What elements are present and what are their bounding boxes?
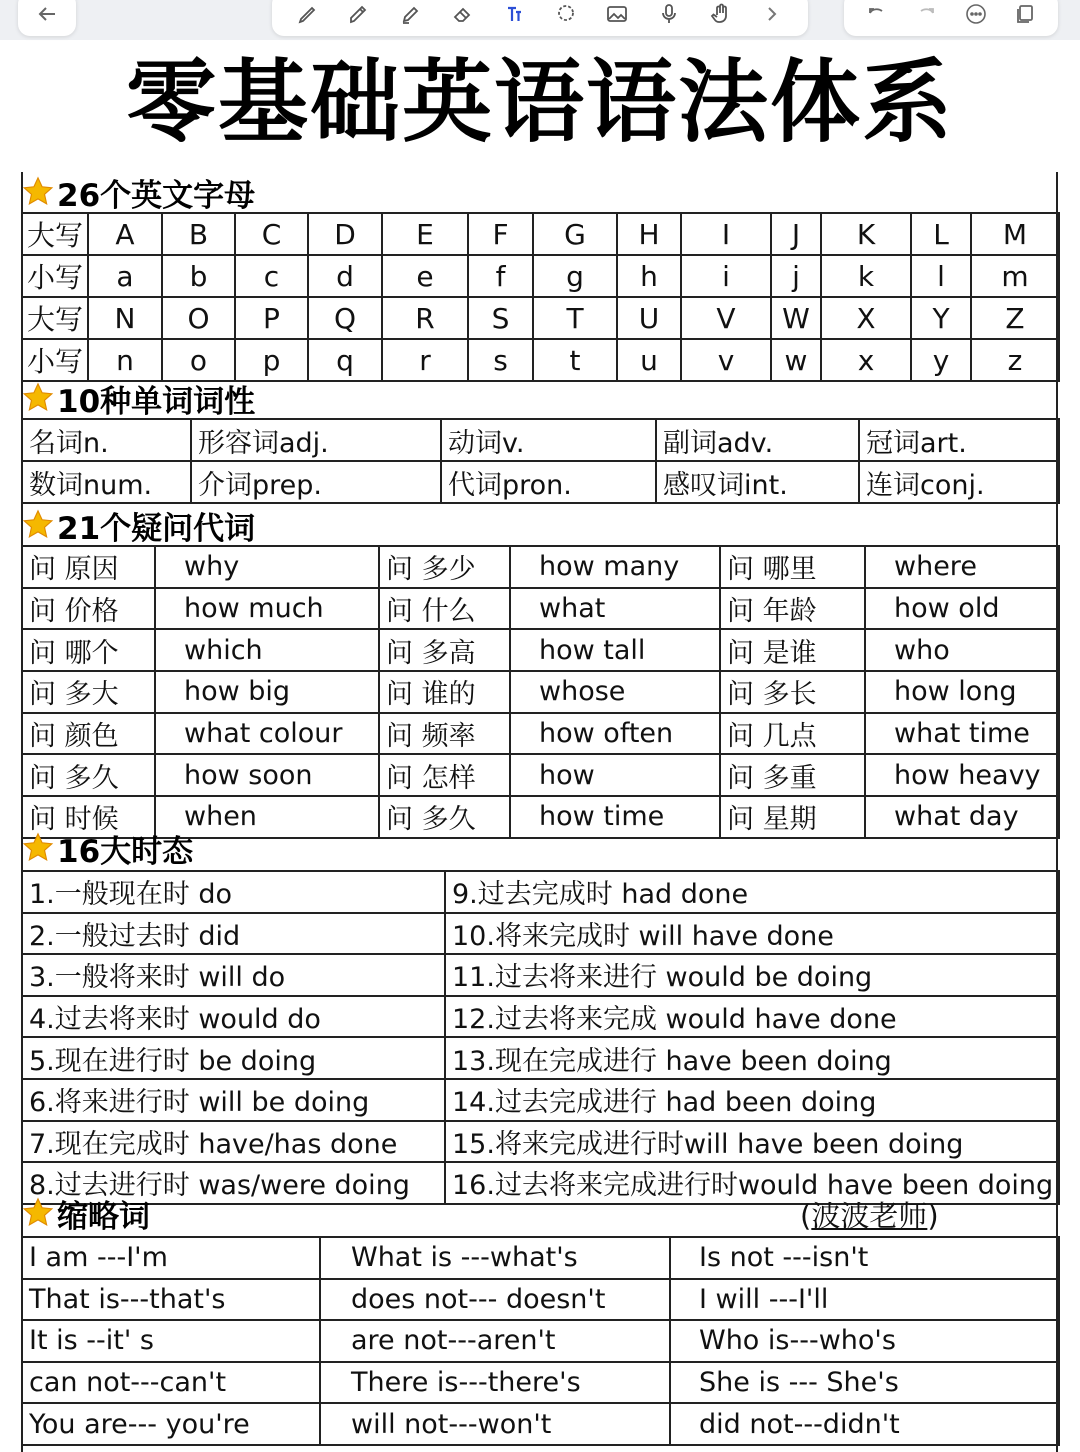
tenses-cell: 16.过去将来完成进行时would have been doing (445, 1162, 1059, 1204)
alphabet-cell: Z (971, 297, 1059, 339)
questions-cell: when (155, 796, 379, 838)
contractions-cell: Who is---who's (670, 1320, 1059, 1362)
alphabet-cell: N (88, 297, 162, 339)
questions-cell: 问 多久 (379, 796, 510, 838)
tenses-cell: 14.过去完成进行 had been doing (445, 1079, 1059, 1121)
contractions-cell: There is---there's (320, 1362, 670, 1404)
contractions-row (22, 1362, 1059, 1404)
tenses-table (21, 870, 1060, 1205)
alphabet-cell: S (468, 297, 533, 339)
alphabet-cell: s (468, 339, 533, 381)
questions-cell: what time (865, 713, 1059, 755)
tenses-cell: 3.一般将来时 will do (22, 954, 445, 996)
alphabet-cell: B (162, 213, 235, 255)
pos-rows (22, 419, 1059, 503)
contractions-cell: She is --- She's (670, 1362, 1059, 1404)
tenses-row (22, 1121, 1059, 1163)
alphabet-cell: z (971, 339, 1059, 381)
alphabet-cell: g (533, 255, 617, 297)
alphabet-cell: E (382, 213, 468, 255)
questions-cell: how tall (510, 629, 720, 671)
back-button-group (18, 0, 76, 36)
pages-icon[interactable] (1010, 0, 1040, 29)
contractions-row (22, 1279, 1059, 1321)
alphabet-cell: e (382, 255, 468, 297)
star-icon (21, 175, 55, 209)
top-toolbar (0, 0, 1080, 40)
alphabet-cell: 小写 (22, 255, 88, 297)
questions-row (22, 546, 1059, 588)
contractions-cell: What is ---what's (320, 1237, 670, 1279)
contractions-row (22, 1403, 1059, 1445)
alphabet-cell: J (771, 213, 821, 255)
questions-cell: 问 年龄 (720, 588, 865, 630)
alphabet-cell: b (162, 255, 235, 297)
questions-table (21, 545, 1060, 839)
star-icon (21, 508, 55, 542)
questions-cell: which (155, 629, 379, 671)
paren-close: ) (927, 1199, 939, 1233)
alphabet-cell: R (382, 297, 468, 339)
alphabet-cell: i (681, 255, 771, 297)
questions-cell: what colour (155, 713, 379, 755)
section-contractions-heading (21, 1193, 150, 1233)
alphabet-cell: A (88, 213, 162, 255)
tenses-row (22, 913, 1059, 955)
contractions-cell: It is --it' s (22, 1320, 320, 1362)
image-icon[interactable] (602, 0, 632, 29)
star-icon (21, 831, 55, 865)
alphabet-cell: t (533, 339, 617, 381)
question-rows (22, 546, 1059, 838)
microphone-icon[interactable] (654, 0, 684, 29)
pos-cell: 名词n. (22, 419, 191, 461)
questions-cell: 问 哪个 (22, 629, 155, 671)
tenses-cell: 12.过去将来完成 would have done (445, 996, 1059, 1038)
tenses-row (22, 1079, 1059, 1121)
chevron-right-icon[interactable] (757, 0, 787, 29)
alphabet-cell: n (88, 339, 162, 381)
alphabet-cell: X (821, 297, 911, 339)
alphabet-cell: p (235, 339, 308, 381)
tenses-cell: 2.一般过去时 did (22, 913, 445, 955)
alphabet-cell: H (617, 213, 681, 255)
alphabet-cell: W (771, 297, 821, 339)
questions-cell: 问 多高 (379, 629, 510, 671)
questions-cell: 问 频率 (379, 713, 510, 755)
tenses-cell: 5.现在进行时 be doing (22, 1037, 445, 1079)
questions-cell: what day (865, 796, 1059, 838)
contractions-cell: That is---that's (22, 1279, 320, 1321)
alphabet-cell: a (88, 255, 162, 297)
questions-cell: 问 价格 (22, 588, 155, 630)
section-title: 16大时态 (57, 833, 194, 870)
tenses-cell: 8.过去进行时 was/were doing (22, 1162, 445, 1204)
pos-cell: 数词num. (22, 461, 191, 503)
contractions-cell: I am ---I'm (22, 1237, 320, 1279)
section-title: 10种单词词性 (57, 383, 256, 420)
tenses-cell: 9.过去完成时 had done (445, 871, 1059, 913)
pos-cell: 冠词art. (859, 419, 1059, 461)
tenses-cell: 4.过去将来时 would do (22, 996, 445, 1038)
tenses-cell: 15.将来完成进行时will have been doing (445, 1121, 1059, 1163)
questions-row (22, 588, 1059, 630)
questions-cell: 问 怎样 (379, 754, 510, 796)
alphabet-rows (22, 213, 1059, 381)
contractions-cell: will not---won't (320, 1403, 670, 1445)
questions-cell: 问 颜色 (22, 713, 155, 755)
tenses-cell: 13.现在完成进行 have been doing (445, 1037, 1059, 1079)
teacher-name[interactable]: 波波老师 (811, 1199, 928, 1233)
marker-icon[interactable] (344, 0, 374, 29)
questions-cell: how soon (155, 754, 379, 796)
tenses-cell: 7.现在完成时 have/has done (22, 1121, 445, 1163)
questions-cell: 问 多大 (22, 671, 155, 713)
questions-cell: 问 多久 (22, 754, 155, 796)
alphabet-cell: U (617, 297, 681, 339)
questions-cell: whose (510, 671, 720, 713)
star-icon (21, 1196, 55, 1230)
section-title: 缩略词 (57, 1198, 150, 1235)
contractions-row (22, 1237, 1059, 1279)
alphabet-cell: V (681, 297, 771, 339)
pos-cell: 感叹词int. (656, 461, 859, 503)
contractions-cell: can not---can't (22, 1362, 320, 1404)
alphabet-row (22, 255, 1059, 297)
questions-cell: 问 时候 (22, 796, 155, 838)
questions-cell: what (510, 588, 720, 630)
alphabet-cell: h (617, 255, 681, 297)
pos-row (22, 461, 1059, 503)
pos-cell: 形容词adj. (191, 419, 441, 461)
questions-cell: how often (510, 713, 720, 755)
document-actions (844, 0, 1058, 36)
questions-cell: how long (865, 671, 1059, 713)
alphabet-cell: y (911, 339, 971, 381)
section-questions-heading (21, 505, 255, 545)
alphabet-cell: r (382, 339, 468, 381)
teacher-signature (800, 1194, 939, 1235)
back-arrow-icon[interactable] (32, 0, 62, 29)
alphabet-cell: o (162, 339, 235, 381)
contractions-cell: You are--- you're (22, 1403, 320, 1445)
alphabet-cell: F (468, 213, 533, 255)
tenses-cell: 10.将来完成时 will have done (445, 913, 1059, 955)
section-tenses-heading (21, 828, 193, 868)
questions-cell: how much (155, 588, 379, 630)
pos-cell: 介词prep. (191, 461, 441, 503)
drawing-tools (272, 0, 808, 36)
section-pos-heading (21, 378, 255, 418)
questions-cell: 问 原因 (22, 546, 155, 588)
questions-cell: how (510, 754, 720, 796)
questions-row (22, 754, 1059, 796)
tense-rows (22, 871, 1059, 1204)
alphabet-cell: Q (308, 297, 382, 339)
pos-cell: 代词pron. (441, 461, 656, 503)
redo-icon[interactable] (911, 0, 941, 29)
alphabet-cell: v (681, 339, 771, 381)
questions-cell: why (155, 546, 379, 588)
questions-cell: 问 多少 (379, 546, 510, 588)
pos-cell: 连词conj. (859, 461, 1059, 503)
questions-cell: where (865, 546, 1059, 588)
questions-row (22, 629, 1059, 671)
alphabet-cell: j (771, 255, 821, 297)
tenses-row (22, 1037, 1059, 1079)
alphabet-cell: w (771, 339, 821, 381)
alphabet-cell: I (681, 213, 771, 255)
alphabet-cell: x (821, 339, 911, 381)
alphabet-cell: f (468, 255, 533, 297)
questions-cell: 问 什么 (379, 588, 510, 630)
alphabet-cell: M (971, 213, 1059, 255)
questions-row (22, 713, 1059, 755)
contractions-cell: Is not ---isn't (670, 1237, 1059, 1279)
alphabet-cell: K (821, 213, 911, 255)
more-icon[interactable] (961, 0, 991, 29)
alphabet-cell: D (308, 213, 382, 255)
tenses-row (22, 996, 1059, 1038)
paren-open: ( (800, 1199, 812, 1233)
questions-cell: 问 多长 (720, 671, 865, 713)
contractions-cell: does not--- doesn't (320, 1279, 670, 1321)
alphabet-row (22, 213, 1059, 255)
questions-row (22, 671, 1059, 713)
questions-cell: 问 几点 (720, 713, 865, 755)
alphabet-cell: Y (911, 297, 971, 339)
pos-row (22, 419, 1059, 461)
eraser-icon[interactable] (448, 0, 478, 29)
questions-cell: how big (155, 671, 379, 713)
pen-icon[interactable] (293, 0, 323, 29)
contractions-table (21, 1236, 1060, 1446)
highlighter-icon[interactable] (396, 0, 426, 29)
questions-cell: how many (510, 546, 720, 588)
alphabet-cell: 大写 (22, 213, 88, 255)
questions-cell: 问 哪里 (720, 546, 865, 588)
questions-cell: 问 多重 (720, 754, 865, 796)
questions-cell: how old (865, 588, 1059, 630)
tenses-cell: 6.将来进行时 will be doing (22, 1079, 445, 1121)
alphabet-cell: q (308, 339, 382, 381)
questions-cell: who (865, 629, 1059, 671)
alphabet-cell: G (533, 213, 617, 255)
alphabet-row (22, 297, 1059, 339)
alphabet-cell: l (911, 255, 971, 297)
questions-cell: 问 星期 (720, 796, 865, 838)
section-alphabet-heading (21, 172, 255, 212)
section-title: 26个英文字母 (57, 177, 256, 214)
pos-cell: 副词adv. (656, 419, 859, 461)
questions-cell: how heavy (865, 754, 1059, 796)
star-icon (21, 381, 55, 415)
alphabet-cell: 大写 (22, 297, 88, 339)
tenses-cell: 1.一般现在时 do (22, 871, 445, 913)
alphabet-cell: O (162, 297, 235, 339)
tenses-row (22, 954, 1059, 996)
lasso-icon[interactable] (551, 0, 581, 29)
questions-cell: 问 是谁 (720, 629, 865, 671)
alphabet-cell: k (821, 255, 911, 297)
alphabet-cell: T (533, 297, 617, 339)
alphabet-table (21, 212, 1060, 382)
contractions-row (22, 1320, 1059, 1362)
section-title: 21个疑问代词 (57, 510, 256, 547)
contraction-rows (22, 1237, 1059, 1445)
page-title: 零基础英语语法体系 (126, 50, 954, 155)
contractions-cell: are not---aren't (320, 1320, 670, 1362)
contractions-cell: did not---didn't (670, 1403, 1059, 1445)
undo-icon[interactable] (862, 0, 892, 29)
pos-table (21, 418, 1060, 504)
questions-cell: how time (510, 796, 720, 838)
alphabet-cell: C (235, 213, 308, 255)
alphabet-cell: P (235, 297, 308, 339)
alphabet-cell: L (911, 213, 971, 255)
questions-cell: 问 谁的 (379, 671, 510, 713)
alphabet-cell: c (235, 255, 308, 297)
text-tool-icon[interactable] (499, 0, 529, 29)
pos-cell: 动词v. (441, 419, 656, 461)
alphabet-cell: u (617, 339, 681, 381)
contractions-cell: I will ---I'll (670, 1279, 1059, 1321)
alphabet-cell: m (971, 255, 1059, 297)
tenses-row (22, 871, 1059, 913)
hand-icon[interactable] (706, 0, 736, 29)
alphabet-cell: d (308, 255, 382, 297)
alphabet-cell: 小写 (22, 339, 88, 381)
tenses-cell: 11.过去将来进行 would be doing (445, 954, 1059, 996)
